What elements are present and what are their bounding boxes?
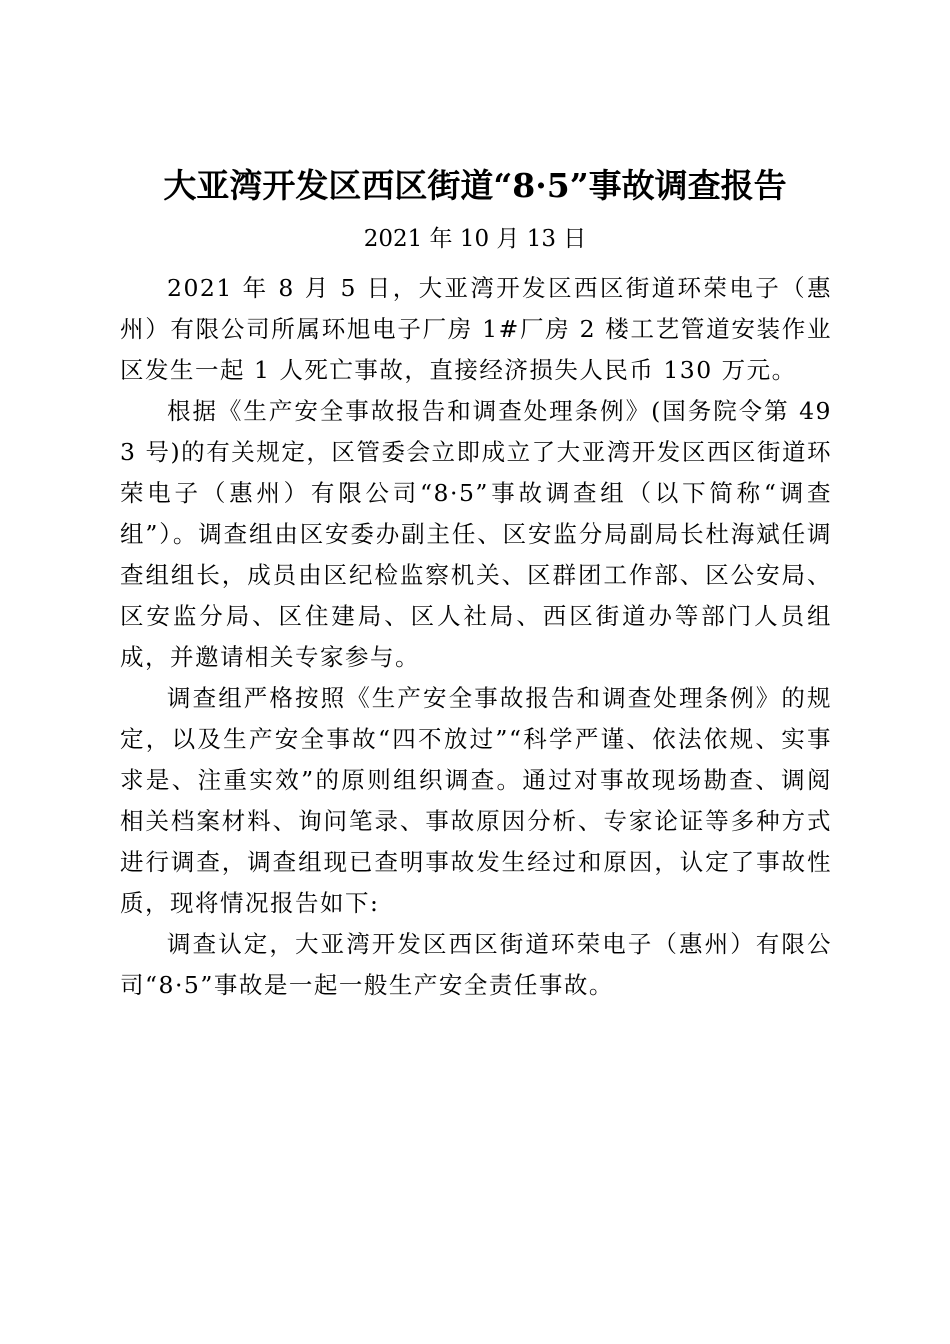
paragraph-investigation-team: 根据《生产安全事故报告和调查处理条例》(国务院令第 493 号)的有关规定，区管委会立即成立了大亚湾开发区西区街道环荣电子（惠州）有限公司“8·5”事故调查组（以下简称“调查组”）。调查组由区安委办副主任、区安监分局副局长杜海斌任调查组组长，成员由区纪检监察机关、区群团工作部、区公安局、区安监分局、区住建局、区人社局、西区街道办等部门人员组成，并邀请相关专家参与。: [120, 397, 832, 671]
document-date: 2021 年 10 月 13 日: [363, 226, 587, 252]
paragraph-accident-summary: 2021 年 8 月 5 日，大亚湾开发区西区街道环荣电子（惠州）有限公司所属环旭电子厂房 1#厂房 2 楼工艺管道安装作业区发生一起 1 人死亡事故，直接经济损失人民币 130 万元。: [120, 274, 832, 384]
paragraph-investigation-method: 调查组严格按照《生产安全事故报告和调查处理条例》的规定，以及生产安全事故“四不放过”“科学严谨、依法依规、实事求是、注重实效”的原则组织调查。通过对事故现场勘查、调阅相关档案材料、询问笔录、事故原因分析、专家论证等多种方式进行调查，调查组现已查明事故发生经过和原因，认定了事故性质，现将情况报告如下:: [120, 684, 832, 917]
paragraph-conclusion: 调查认定，大亚湾开发区西区街道环荣电子（惠州）有限公司“8·5”事故是一起一般生产安全责任事故。: [120, 930, 832, 999]
document-title: 大亚湾开发区西区街道“8·5”事故调查报告: [163, 166, 787, 205]
document-body: [120, 268, 832, 1006]
